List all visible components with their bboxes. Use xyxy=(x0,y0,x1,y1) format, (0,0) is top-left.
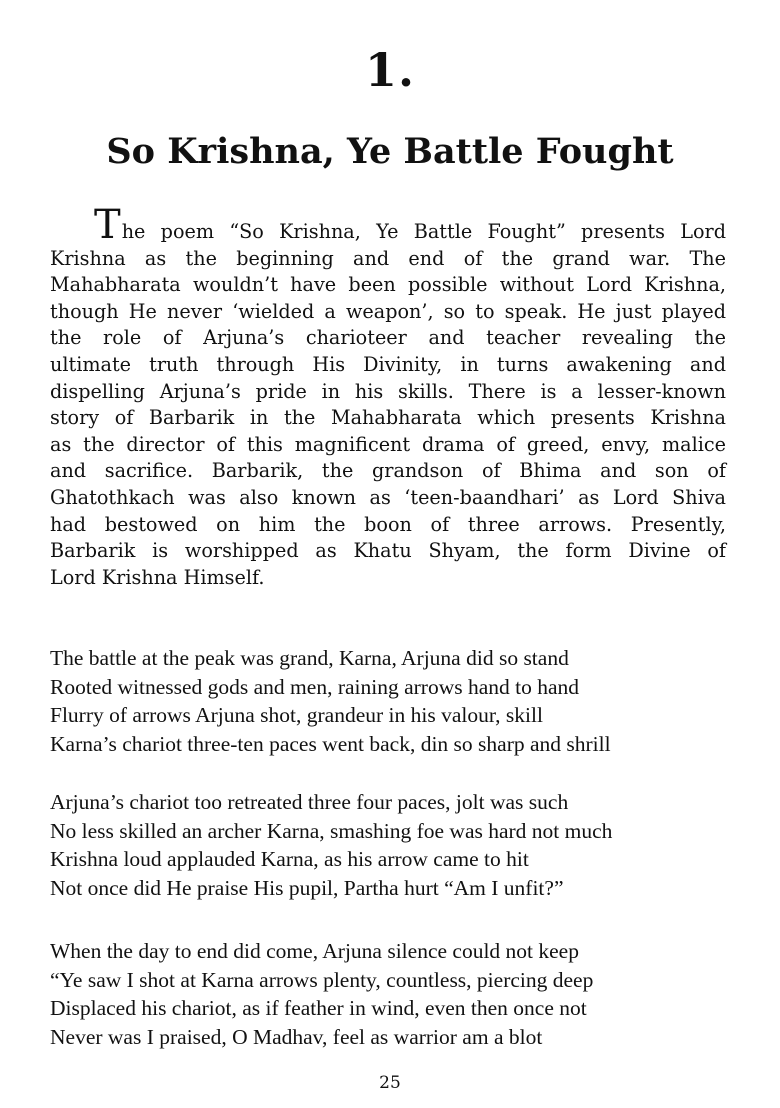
intro-line: Krishna as the beginning and end of the grand war. The xyxy=(50,246,726,270)
intro-line: Lord Krishna Himself. xyxy=(50,565,265,589)
intro-line xyxy=(50,202,726,248)
intro-line: and sacrifice. Barbarik, the grandson of Bhima and son of xyxy=(50,459,726,483)
verse-line: Krishna loud applauded Karna, as his arrow came to hit xyxy=(50,847,529,872)
intro-line: the role of Arjuna’s charioteer and teacher revealing the xyxy=(50,326,726,350)
chapter-title: So Krishna, Ye Battle Fought xyxy=(106,131,674,172)
intro-line: Barbarik is worshipped as Khatu Shyam, the form Divine of xyxy=(50,539,726,563)
intro-line: Ghatothkach was also known as ‘teen-baandhari’ as Lord Shiva xyxy=(50,485,726,509)
drop-cap: T xyxy=(94,202,121,248)
intro-line: Mahabharata wouldn’t have been possible without Lord Krishna, xyxy=(50,273,726,297)
verse-line: Not once did He praise His pupil, Partha hurt “Am I unfit?” xyxy=(50,875,564,900)
intro-line: had bestowed on him the boon of three arrows. Presently, xyxy=(50,512,726,536)
intro-line: dispelling Arjuna’s pride in his skills. There is a lesser-known xyxy=(50,379,726,403)
verse-line: The battle at the peak was grand, Karna, Arjuna did so stand xyxy=(50,646,569,670)
verse-line: Rooted witnessed gods and men, raining arrows hand to hand xyxy=(50,674,580,699)
intro-line: as the director of this magnificent drama of greed, envy, malice xyxy=(50,432,726,456)
intro-line: story of Barbarik in the Mahabharata which presents Krishna xyxy=(50,406,726,430)
verse-line: Arjuna’s chariot too retreated three four paces, jolt was such xyxy=(50,790,569,814)
intro-paragraph xyxy=(50,202,726,591)
verse-line: Flurry of arrows Arjuna shot, grandeur in his valour, skill xyxy=(50,703,543,728)
verse-line: “Ye saw I shot at Karna arrows plenty, countless, piercing deep xyxy=(50,967,594,992)
chapter-number: 1. xyxy=(364,43,416,97)
intro-line-text: he poem “So Krishna, Ye Battle Fought” presents Lord xyxy=(121,220,726,243)
poem-stanza-3 xyxy=(50,937,730,1051)
verse-line: Never was I praised, O Madhav, feel as warrior am a blot xyxy=(50,1024,543,1049)
poem-stanza-2 xyxy=(50,788,730,902)
verse-line: When the day to end did come, Arjuna silence could not keep xyxy=(50,939,579,963)
intro-line: ultimate truth through His Divinity, in turns awakening and xyxy=(50,352,726,376)
verse-line: No less skilled an archer Karna, smashing foe was hard not much xyxy=(50,818,613,843)
verse-line: Karna’s chariot three-ten paces went back, din so sharp and shrill xyxy=(50,731,611,756)
page-number: 25 xyxy=(379,1073,401,1093)
poem-stanza-1 xyxy=(50,644,730,758)
verse-line: Displaced his chariot, as if feather in wind, even then once not xyxy=(50,996,587,1021)
intro-line: though He never ‘wielded a weapon’, so to speak. He just played xyxy=(50,299,726,323)
